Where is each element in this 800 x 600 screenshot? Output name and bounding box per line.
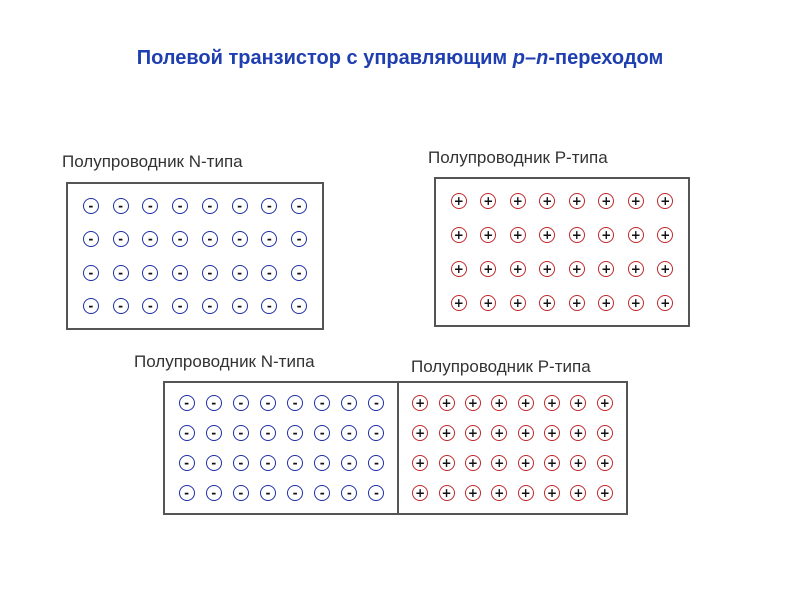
electron-carrier: - [113,198,129,214]
electron-carrier: - [172,298,188,314]
electron-carrier: - [83,298,99,314]
electron-carrier: - [113,265,129,281]
hole-carrier: + [491,425,507,441]
hole-carrier: + [480,193,496,209]
electron-carrier: - [233,455,249,471]
electron-carrier: - [260,455,276,471]
electron-carrier: - [291,298,307,314]
hole-carrier: + [451,261,467,277]
n-type-grid-top [68,184,322,328]
electron-carrier: - [142,298,158,314]
hole-carrier: + [480,227,496,243]
electron-carrier: - [341,455,357,471]
p-region [399,383,626,513]
electron-carrier: - [233,425,249,441]
p-type-label-top: Полупроводник P-типа [428,148,608,167]
hole-carrier: + [491,485,507,501]
title-suffix: -переходом [548,47,664,69]
hole-carrier: + [480,261,496,277]
electron-carrier: - [202,298,218,314]
n-type-block-top [66,182,324,330]
hole-carrier: + [451,227,467,243]
hole-carrier: + [491,395,507,411]
electron-carrier: - [113,231,129,247]
hole-carrier: + [628,227,644,243]
electron-carrier: - [341,485,357,501]
hole-carrier: + [539,227,555,243]
electron-carrier: - [206,425,222,441]
hole-carrier: + [569,261,585,277]
electron-carrier: - [314,485,330,501]
electron-carrier: - [261,198,277,214]
hole-carrier: + [518,485,534,501]
hole-carrier: + [597,455,613,471]
hole-carrier: + [465,425,481,441]
electron-carrier: - [314,395,330,411]
electron-carrier: - [368,395,384,411]
electron-carrier: - [232,265,248,281]
hole-carrier: + [597,485,613,501]
hole-carrier: + [465,455,481,471]
electron-carrier: - [261,231,277,247]
electron-carrier: - [179,425,195,441]
electron-carrier: - [142,265,158,281]
hole-carrier: + [539,295,555,311]
electron-carrier: - [291,231,307,247]
hole-carrier: + [657,193,673,209]
hole-carrier: + [570,485,586,501]
electron-carrier: - [179,395,195,411]
hole-carrier: + [510,295,526,311]
hole-carrier: + [439,395,455,411]
hole-carrier: + [412,425,428,441]
electron-carrier: - [172,265,188,281]
n-type-label-top: Полупроводник N-типа [62,152,243,171]
electron-carrier: - [172,231,188,247]
electron-carrier: - [206,485,222,501]
hole-carrier: + [544,455,560,471]
electron-carrier: - [261,265,277,281]
electron-carrier: - [179,485,195,501]
hole-carrier: + [518,425,534,441]
hole-carrier: + [510,261,526,277]
electron-carrier: - [232,231,248,247]
hole-carrier: + [657,295,673,311]
n-region-grid [165,383,398,513]
electron-carrier: - [142,231,158,247]
n-region [165,383,398,513]
p-type-grid-top [436,179,688,325]
electron-carrier: - [83,265,99,281]
hole-carrier: + [480,295,496,311]
hole-carrier: + [539,261,555,277]
electron-carrier: - [341,395,357,411]
hole-carrier: + [439,485,455,501]
electron-carrier: - [368,485,384,501]
electron-carrier: - [341,425,357,441]
electron-carrier: - [291,265,307,281]
electron-carrier: - [232,198,248,214]
hole-carrier: + [597,425,613,441]
electron-carrier: - [260,425,276,441]
p-type-label-bottom: Полупроводник P-типа [411,357,591,376]
electron-carrier: - [291,198,307,214]
electron-carrier: - [113,298,129,314]
electron-carrier: - [206,455,222,471]
electron-carrier: - [287,425,303,441]
hole-carrier: + [539,193,555,209]
hole-carrier: + [570,395,586,411]
electron-carrier: - [202,231,218,247]
hole-carrier: + [451,295,467,311]
electron-carrier: - [206,395,222,411]
electron-carrier: - [261,298,277,314]
hole-carrier: + [657,227,673,243]
hole-carrier: + [569,295,585,311]
hole-carrier: + [657,261,673,277]
hole-carrier: + [598,193,614,209]
electron-carrier: - [202,198,218,214]
hole-carrier: + [544,425,560,441]
hole-carrier: + [439,425,455,441]
hole-carrier: + [439,455,455,471]
hole-carrier: + [544,395,560,411]
n-type-label-bottom: Полупроводник N-типа [134,352,315,371]
hole-carrier: + [598,261,614,277]
electron-carrier: - [179,455,195,471]
hole-carrier: + [628,261,644,277]
hole-carrier: + [570,455,586,471]
title-text: Полевой транзистор с управляющим [136,47,513,69]
title-p: p [512,47,525,69]
electron-carrier: - [368,425,384,441]
hole-carrier: + [465,395,481,411]
electron-carrier: - [83,198,99,214]
p-type-block-top [434,177,690,327]
hole-carrier: + [510,193,526,209]
hole-carrier: + [544,485,560,501]
hole-carrier: + [569,227,585,243]
hole-carrier: + [518,455,534,471]
hole-carrier: + [412,455,428,471]
title-dash: – [525,47,537,69]
hole-carrier: + [518,395,534,411]
hole-carrier: + [597,395,613,411]
electron-carrier: - [314,455,330,471]
title-n: n [536,47,549,69]
electron-carrier: - [172,198,188,214]
hole-carrier: + [598,295,614,311]
electron-carrier: - [260,485,276,501]
electron-carrier: - [232,298,248,314]
hole-carrier: + [412,395,428,411]
hole-carrier: + [628,193,644,209]
hole-carrier: + [569,193,585,209]
electron-carrier: - [233,395,249,411]
electron-carrier: - [202,265,218,281]
electron-carrier: - [260,395,276,411]
electron-carrier: - [142,198,158,214]
pn-junction-block [163,381,628,515]
hole-carrier: + [412,485,428,501]
electron-carrier: - [233,485,249,501]
hole-carrier: + [510,227,526,243]
page-title [0,47,800,70]
electron-carrier: - [287,395,303,411]
hole-carrier: + [628,295,644,311]
electron-carrier: - [287,455,303,471]
electron-carrier: - [368,455,384,471]
hole-carrier: + [598,227,614,243]
electron-carrier: - [287,485,303,501]
p-region-grid [399,383,626,513]
hole-carrier: + [465,485,481,501]
hole-carrier: + [491,455,507,471]
hole-carrier: + [451,193,467,209]
electron-carrier: - [83,231,99,247]
electron-carrier: - [314,425,330,441]
hole-carrier: + [570,425,586,441]
